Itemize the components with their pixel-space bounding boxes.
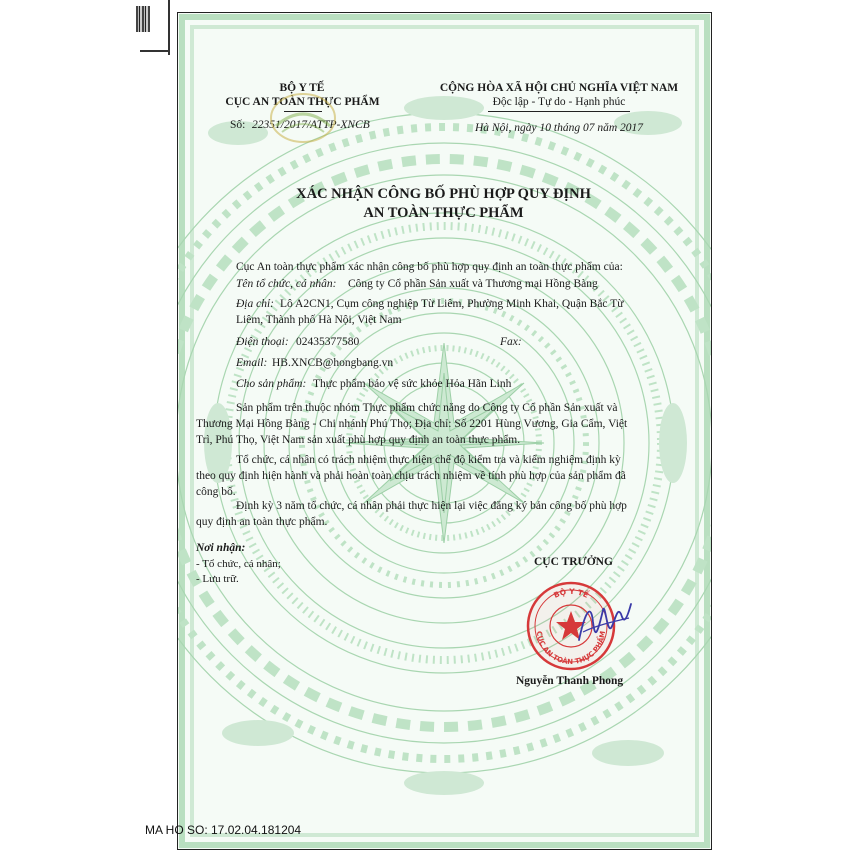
fax-label: Fax: bbox=[500, 336, 522, 348]
seal-top-text: BỘ Y TẾ bbox=[552, 586, 590, 600]
ministry-logo-icon bbox=[268, 92, 338, 144]
org-value: Công ty Cổ phần Sản xuất và Thương mại Hồng Bàng bbox=[348, 278, 598, 290]
document-number: 22351/2017/ATTP-XNCB bbox=[252, 119, 370, 131]
paragraph1-line2: Thương Mại Hồng Bàng - Chi nhánh Phú Thọ; Địa chỉ: Số 2201 Hùng Vương, Gia Cẩm, Việt bbox=[196, 418, 628, 430]
phone-value: 02435377580 bbox=[296, 336, 360, 348]
intro-text: Cục An toàn thực phẩm xác nhận công bố phù hợp quy định an toàn thực phẩm của: bbox=[236, 261, 623, 273]
phone-label: Điện thoại: bbox=[236, 336, 289, 348]
nation-name: CỘNG HÒA XÃ HỘI CHỦ NGHĨA VIỆT NAM bbox=[439, 82, 679, 94]
paragraph2-line2: theo quy định hiện hành và phải hoàn toàn chịu trách nhiệm về tính phù hợp của sản phẩm đã bbox=[196, 470, 626, 482]
ministry-name: BỘ Y TẾ bbox=[279, 82, 325, 94]
paragraph2-line1: Tổ chức, cá nhân có trách nhiệm thực hiện chế độ kiểm tra và kiểm nghiệm định kỳ bbox=[236, 454, 621, 466]
signatory-title: CỤC TRƯỞNG bbox=[534, 556, 613, 568]
document-number-label: Số: bbox=[230, 119, 246, 131]
address-value-cont: Liêm, Thành phố Hà Nội, Việt Nam bbox=[236, 314, 402, 326]
crop-line bbox=[168, 0, 170, 55]
paragraph3-line1: Định kỳ 3 năm tổ chức, cá nhân phải thực hiện lại việc đăng ký bản công bố phù hợp bbox=[236, 500, 627, 512]
paragraph2-line3: công bố. bbox=[196, 486, 236, 498]
national-motto: Độc lập - Tự do - Hạnh phúc bbox=[492, 96, 626, 108]
product-value: Thực phẩm bảo vệ sức khỏe Hỏa Hãn Linh bbox=[313, 378, 512, 390]
department-name: CỤC AN TOÀN THỰC PHẨM bbox=[225, 96, 380, 108]
scan-corner-marks bbox=[0, 0, 170, 55]
handwritten-signature bbox=[575, 592, 635, 652]
product-label: Cho sản phẩm: bbox=[236, 378, 307, 390]
document-title-line2: AN TOÀN THỰC PHẨM bbox=[363, 205, 524, 221]
dossier-code: MA HO SO: 17.02.04.181204 bbox=[145, 823, 302, 837]
issue-date: Hà Nội, ngày 10 tháng 07 năm 2017 bbox=[474, 122, 644, 134]
document-title-line1: XÁC NHẬN CÔNG BỐ PHÙ HỢP QUY ĐỊNH bbox=[296, 186, 591, 202]
address-label: Địa chỉ: bbox=[236, 298, 275, 310]
email-value: HB.XNCB@hongbang.vn bbox=[272, 357, 394, 369]
crop-line bbox=[140, 50, 170, 52]
recipients-label: Nơi nhận: bbox=[196, 542, 246, 554]
org-label: Tên tổ chức, cá nhân: bbox=[236, 278, 337, 290]
email-label: Email: bbox=[236, 357, 268, 369]
address-value: Lô A2CN1, Cụm công nghiệp Từ Liêm, Phường Minh Khai, Quận Bắc Từ bbox=[280, 298, 624, 310]
paragraph3-line2: quy định an toàn thực phẩm. bbox=[196, 516, 328, 528]
recipient-item: - Lưu trữ. bbox=[196, 573, 239, 585]
paragraph1-line3: Trì, Phú Thọ, Việt Nam sản xuất phù hợp quy định an toàn thực phẩm. bbox=[196, 434, 521, 446]
seal-ring-text: CỤC AN TOÀN THỰC PHẨM bbox=[534, 630, 608, 667]
qr-code-icon bbox=[136, 6, 150, 32]
paragraph1-line1: Sản phẩm trên thuộc nhóm Thực phẩm chức năng do Công ty Cổ phần Sản xuất và bbox=[236, 402, 618, 414]
signatory-name: Nguyễn Thanh Phong bbox=[516, 675, 624, 687]
recipient-item: - Tổ chức, cá nhân; bbox=[196, 558, 281, 570]
motto-underline bbox=[488, 111, 630, 112]
